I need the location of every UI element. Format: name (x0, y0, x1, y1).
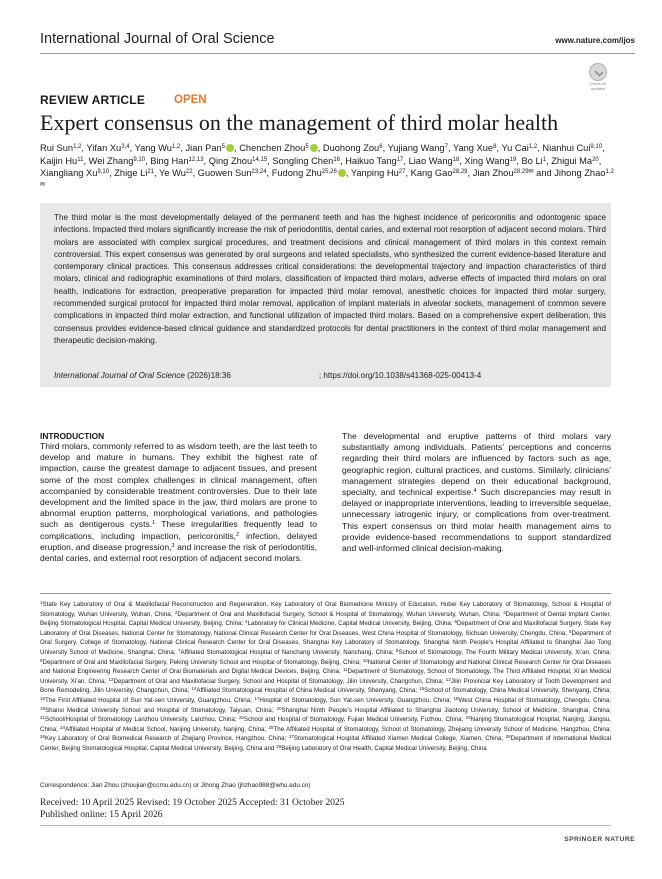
author-name[interactable] (40, 156, 83, 166)
article-title: Expert consensus on the management of third molar health (40, 110, 559, 135)
check-for-updates-badge[interactable]: Check for updates (585, 63, 611, 89)
affiliation-text: Department of Oral and Maxillofacial Surgery, School & Hospital of Stomatology, Wuhan University, Wuhan, China; (177, 610, 504, 618)
reference-citation-link[interactable]: 4 (473, 488, 477, 495)
author-name-text: Guowen Sun (197, 168, 252, 179)
affiliation-text: Department of Oral and Maxillofacial Surgery, State Key Laboratory of Oral Diseases, National Center for Stomatology, National Clinical Research Center for Oral Diseases, West China Hospital of Stomatology, Sichuan University, Chengdu, China; (40, 620, 611, 637)
affiliation-number: 15 (419, 686, 425, 692)
intro-column-right (342, 431, 611, 554)
author-name[interactable] (209, 156, 267, 166)
author-name-text: Yu Cai (501, 143, 529, 153)
dates-received-revised-accepted: Received: 10 April 2025 Revised: 19 October 2025 Accepted: 31 October 2025 (40, 797, 345, 808)
author-name-text: Xing Wang (464, 155, 510, 166)
affiliation-number: 5 (454, 619, 457, 625)
affiliation-number: 13 (445, 676, 451, 682)
author-name-text: Jian Pan (185, 143, 222, 153)
author-name-text: Rui Sun (40, 143, 74, 153)
author-affiliation-number: 5 (221, 144, 226, 150)
affiliation-number: 7 (177, 647, 181, 653)
author-name-text: Liao Wang (408, 155, 453, 166)
affiliation-text: National Center of Stomatology and National Clinical Research Center for Oral Diseases and National Engineering Research Center of Oral Biomaterials and Digital Medical Devices, Beijing, China; (40, 658, 611, 676)
author-affiliation-number: 18 (452, 156, 460, 163)
author-name[interactable] (542, 143, 602, 153)
body-text: Such discrepancies may result in delayed or inappropriate interventions, leading to irreversible sequelae, unnecessary iatrogenic injury, or complications from over-treatment. This expert consensus on third molar health management aims to provide evidence-based recommendations to support standardized and well-informed clinical decision-making. (342, 487, 611, 554)
affiliation-text: Beijing Laboratory of Oral Health, Capital Medical University, Beijing, China (281, 744, 487, 752)
author-name-text: Bo Li (521, 155, 543, 166)
author-affiliation-number: 1,2 (73, 144, 82, 150)
affiliation-number: 2 (174, 609, 178, 615)
affiliation-text: Shanghai Ninth People’s Hospital Affiliated to Shanghai Jiaotong University, School of Medicine, Shanghai, China; (281, 706, 611, 714)
affiliation-number: 1 (40, 600, 43, 605)
affiliation-text: School of Stomatology, The Fourth Military Medical University, Xi’an, China; (398, 648, 611, 656)
affiliation-text: Department of Oral and Maxillofacial Surgery, School and Hospital of Stomatology, Jilin University, Changchun, China; (113, 677, 446, 685)
doi-link[interactable]: https://doi.org/10.1038/s41368-025-00413-4 (323, 371, 482, 380)
author-affiliation-number: 5 (305, 144, 309, 150)
affiliation-text: Affiliated Hospital of Medical School, Nanjing University, Nanjing, China; (65, 725, 269, 733)
author-name[interactable] (135, 143, 181, 153)
author-affiliation-number: 25,26 (321, 169, 337, 176)
body-text: These irregularities frequently lead to complications, including impaction, pericoronitis, (40, 519, 317, 541)
section-heading-introduction: INTRODUCTION (40, 431, 105, 441)
journal-url-link[interactable]: www.nature.com/ijos (555, 36, 635, 45)
affiliation-number: 6 (568, 628, 572, 634)
author-affiliation-number: 1,2 (528, 144, 538, 150)
orcid-icon[interactable] (226, 144, 234, 152)
author-name[interactable] (453, 143, 497, 153)
affiliation-text: Affiliated Stomatological Hospital of China Medical University, Shenyang, China; (196, 687, 420, 695)
citation-separator: ; (318, 371, 324, 380)
author-name-text: Jian Zhou (472, 168, 514, 179)
author-name-text: Xiangliang Xu (40, 168, 98, 179)
author-affiliation-number: 20 (592, 156, 599, 163)
footnote-divider (40, 593, 611, 594)
check-updates-icon (589, 63, 607, 81)
affiliation-text: Key Laboratory of Oral Biomedical Research of Zhejiang Province, Hangzhou, China; (45, 735, 289, 743)
abstract-text: The third molar is the most developmentally delayed of the permanent teeth and has the highest incidence of pericoronitis and odontogenic space infections. Impacted third molars significantly increase the risk of periodontitis, dental caries, and external root resorption of adjacent second molars. Third molars are associated with complex surgical procedures, and treatment decisions and clinical management of third molars in this context remain controversial. This expert consensus was generated by oral surgeons and related specialists, who synthesized the current evidence-based literature and contemporary clinical practices. This consensus addresses critical considerations: the developmental trajectory and impaction characteristics of third molars, clinical and radiographic examinations of third molars, classification of impacted third molars, adverse effects of impacted third molars on oral health, indications for extraction, preoperative preparation for impacted third molar removal, anesthetic choices for impacted third molar surgery, recommended surgical protocol for impacted third molar removal, application of implant materials in alveolar sockets, management of common severe complications in impacted third molar extraction, and functional utilization of impacted third molars. Based on a comprehensive expert deliberation, this consensus provides evidence-based clinical guidance and standardized protocols for dental practitioners in the context of third molar management and therapeutic decision-making. (54, 213, 606, 345)
author-name-text: Zhigui Ma (551, 155, 593, 166)
affiliation-text: The First Affiliated Hospital of Sun Yat-sen University, Guangzhou, China; (45, 696, 255, 704)
author-affiliation-number: 9,10 (590, 144, 603, 150)
author-name[interactable] (114, 168, 154, 178)
author-name-text: Yifan Xu (86, 143, 122, 153)
affiliation-number: 11 (342, 667, 348, 673)
orcid-icon[interactable] (310, 144, 318, 152)
author-affiliation-number: 28,29 (452, 169, 468, 176)
author-name-text: Fudong Zhu (271, 168, 322, 179)
affiliation-number: 17 (254, 695, 260, 701)
author-name[interactable] (40, 168, 109, 178)
reference-citation-link[interactable]: 3 (171, 542, 175, 549)
author-affiliation-number: 16 (333, 156, 341, 163)
affiliation-number: 3 (503, 609, 506, 615)
open-access-label: OPEN (174, 94, 207, 106)
affiliation-number: 29 (276, 743, 282, 749)
author-affiliation-number: 3,4 (121, 144, 130, 150)
body-text: The developmental and eruptive patterns of third molars vary substantially among individuals. Patients’ perceptions and concerns regarding their third molars are influenced by factors such as age, geographic region, cultural practices, and customs. Similarly, clinicians’ management strategies depend on their educational background, specialty, and technical expertise. (342, 431, 611, 498)
affiliation-number: 25 (268, 724, 274, 730)
affiliation-text: The Affiliated Hospital of Stomatology, School of Stomatology, Zhejiang University School of Medicine, Hangzhou, China; (273, 725, 612, 733)
author-name[interactable] (465, 156, 517, 166)
author-affiliation-number: 9,10 (97, 169, 110, 176)
correspondence-line: Correspondence: Jian Zhou (zhoujian@ccmu.edu.cn) or Jihong Zhao (jhzhao988@whu.edu.cn) (40, 782, 311, 789)
author-name[interactable] (551, 156, 599, 166)
body-text: Third molars, commonly referred to as wisdom teeth, are the last teeth to develop and mature in humans. They exhibit the highest rate of impaction, cause the greatest damage to adjacent tissues, and present some of the most complex challenges in clinical management, often accompanied by considerable treatment controversies. Due to their late development and the limited space in the jaw, third molars are prone to abnormal eruption patterns, morphological variations, and pathologies such as dentigerous cysts. (40, 441, 317, 530)
author-name-text: Yujiang Wang (387, 143, 445, 153)
author-affiliation-number: 1,2 (171, 144, 181, 150)
affiliation-text: Stomatological Hospital Affiliated Xiamen Medical College, Xiamen, China; (293, 735, 506, 743)
affiliation-text: Department of Oral and Maxillofacial Surgery, Peking University School and Hospital of Stomatology, Beijing, China; (42, 658, 363, 666)
author-affiliation-number: 17 (396, 156, 404, 163)
author-name[interactable] (473, 168, 534, 178)
affiliation-text: School and Hospital of Stomatology, Fujian Medical University, Fuzhou, China; (243, 716, 466, 724)
affiliation-number: 27 (288, 734, 294, 740)
author-name[interactable] (411, 168, 468, 178)
affiliations-list (40, 600, 611, 754)
publisher-logo: SPRINGER NATURE (564, 836, 635, 843)
author-affiliation-number: 22 (185, 169, 193, 176)
affiliation-text: School of Stomatology, China Medical University, Shenyang, China; (424, 687, 611, 695)
author-name[interactable] (501, 143, 537, 153)
affiliation-text: Jilin Provincial Key Laboratory of Tooth Development and Bone Remodeling, Jilin University, Changchun, China; (40, 677, 611, 695)
author-name-text: Qing Zhou (208, 155, 253, 166)
author-name[interactable] (388, 143, 448, 153)
affiliation-text: State Key Laboratory of Oral & Maxillofacial Reconstruction and Regeneration, Key Laboratory of Oral Biomedicine Ministry of Education, Hubei Key Laboratory of Stomatology, School & Hospital of Stomatology, Wuhan University, Wuhan, China; (40, 601, 611, 618)
affiliation-number: 24 (60, 724, 66, 730)
author-affiliation-number: 1,2✉ (40, 169, 614, 189)
author-name[interactable] (351, 168, 406, 178)
affiliation-number: 19 (40, 705, 46, 711)
author-affiliation-number: 6 (379, 144, 383, 150)
affiliation-text: Shanxi Medical University School and Hospital of Stomatology, Taiyuan, China; (45, 706, 277, 714)
author-affiliation-number: 12,13 (188, 156, 204, 163)
affiliation-number: 23 (465, 715, 471, 721)
author-name-text: Wei Zhang (88, 155, 134, 166)
author-affiliation-number: 27 (398, 169, 406, 176)
affiliation-number: 10 (362, 657, 368, 663)
author-name[interactable] (150, 156, 203, 166)
author-name[interactable] (89, 156, 145, 166)
author-affiliation-number: 8 (493, 144, 497, 150)
affiliation-text: Department of Stomatology, School of Stomatology, The Third Affiliated Hospital, Xi’an Medical University, Xi’an, China; (40, 668, 612, 685)
author-name[interactable] (345, 156, 403, 166)
affiliation-number: 22 (238, 715, 244, 721)
author-affiliation-number: 23,24 (251, 169, 267, 176)
author-name-text: Yang Wu (134, 143, 172, 153)
affiliation-text: West China Hospital of Stomatology, Chengdu, China; (458, 696, 611, 704)
affiliation-text: Laboratory for Clinical Medicine, Capital Medical University, Beijing, China; (247, 620, 455, 628)
affiliation-text: Nanjing Stomatological Hospital, Nanjing, Jiangsu, China; (40, 716, 611, 733)
journal-title: International Journal of Oral Science (40, 31, 275, 47)
author-name[interactable] (522, 156, 547, 166)
author-name[interactable] (40, 143, 81, 153)
author-affiliation-number: 19 (509, 156, 517, 163)
author-name-text: Yanping Hu (350, 168, 399, 179)
author-name-text: Songling Chen (272, 155, 334, 166)
author-name-text: Ye Wu (159, 168, 186, 179)
author-name-text: Nianhui Cui (542, 143, 591, 153)
affiliation-number: 8 (395, 647, 399, 653)
author-name[interactable] (185, 143, 234, 153)
author-affiliation-number: 28,29✉ (513, 169, 534, 176)
author-affiliation-number: 7 (444, 144, 448, 150)
author-name-text: Bing Han (150, 155, 189, 166)
reference-citation-link[interactable]: 1 (152, 520, 156, 527)
author-name-text: Zhige Li (114, 168, 148, 179)
author-affiliation-number: 1 (542, 156, 547, 163)
affiliation-number: 4 (245, 619, 248, 625)
header-divider (40, 53, 635, 54)
affiliation-number: 20 (276, 705, 282, 711)
affiliation-number: 9 (40, 657, 43, 663)
author-name[interactable] (239, 143, 318, 153)
affiliation-text: Department of International Medical Center, Beijing Stomatological Hospital, Capital Medical University, Beijing, China and (40, 735, 611, 752)
affiliation-number: 14 (191, 686, 197, 692)
body-text: infection, delayed eruption, and disease progression, (40, 530, 317, 552)
affiliation-text: School/Hospital of Stomatology Lanzhou University, Lanzhou, China; (45, 716, 239, 724)
citation-volume: (2026)18:36 (184, 371, 231, 380)
affiliation-text: Hospital of Stomatology, Sun Yat-sen University, Guangzhou, China; (259, 696, 454, 704)
body-text: and increase the risk of periodontitis, dental caries, and external root resorption of adjacent second molars. (40, 541, 317, 564)
affiliation-text: Department of Oral Surgery, College of Stomatology, National Clinical Research Center for Oral Diseases, Shanghai Key Laboratory of Stomatology, Shanghai Ninth People’s Hospital Affiliated to Shanghai Jiao Tong University School of Medicine, Shanghai, China; (40, 629, 611, 656)
affiliation-number: 21 (40, 715, 46, 721)
author-list: Rui Sun$^{1,2}$, Yifan Xu$^{3,4}$, Yang Wu$^{1,2}$, Jian Pan$^5$ , Chenchen Zhou$^5$ , Duohong Zou$^6$, Yujiang Wang$^7$, Yang Xue$^8$, Yu Cai$^{1,2}$, Nianhui Cui$^{9,10}$, Kaijin Hu$^{11}$, Wei Zhang$^{9,10}$, Bing Han$^{12,13}$, Qing Zhou$^{14,15}$, Songling Chen$^{16}$, Haikuo Tang$^{17}$, Liao Wang$^{18}$, Xing Wang$^{19}$, Bo Li$^1$, Zhigui Ma$^{20}$, Xiangliang Xu$^{9,10}$, Zhige Li$^{21}$, Ye Wu$^{22}$, Guowen Sun$^{23,24}$, Fudong Zhu$^{25,26}$ , Yanping Hu$^{27}$, Kang Gao$^{28,29}$, Jian Zhou$^{28,29✉}$ and Jihong Zhao$^{1,2✉}$ (40, 142, 615, 193)
orcid-icon[interactable] (338, 169, 346, 177)
author-affiliation-number: 21 (147, 169, 154, 176)
article-type-label: REVIEW ARTICLE (40, 93, 146, 107)
affiliation-number: 12 (108, 676, 114, 682)
author-name-text: Kang Gao (410, 168, 453, 179)
affiliation-number: 18 (453, 695, 459, 701)
author-affiliation-number: 11 (77, 156, 84, 163)
intro-column-left (40, 441, 317, 564)
affiliation-number: 26 (40, 734, 46, 740)
author-name[interactable] (86, 143, 129, 153)
author-name[interactable] (198, 168, 267, 178)
author-name-text: Duohong Zou (322, 143, 380, 153)
reference-citation-link[interactable]: 2 (235, 531, 240, 538)
author-name-text: Chenchen Zhou (239, 143, 306, 153)
author-name[interactable] (409, 156, 460, 166)
author-name-text: Kaijin Hu (40, 155, 78, 166)
author-name-text: Haikuo Tang (345, 155, 397, 166)
citation-journal: International Journal of Oral Science (54, 371, 185, 380)
bottom-divider (40, 825, 611, 826)
affiliation-number: 28 (505, 734, 511, 740)
author-name[interactable] (159, 168, 193, 178)
affiliation-text: Department of Dental Implant Center, Beijing Stomatological Hospital, Capital Medical University, Beijing, China; (40, 610, 612, 628)
author-name[interactable] (272, 156, 340, 166)
author-affiliation-number: 9,10 (133, 156, 146, 163)
date-published: Published online: 15 April 2026 (40, 809, 163, 820)
author-name-text: Jihong Zhao (554, 168, 606, 179)
affiliation-text: Affiliated Stomatological Hospital of Nanchang University, Nanchang, China; (180, 648, 396, 656)
author-name-text: Yang Xue (452, 143, 494, 153)
author-name[interactable] (323, 143, 383, 153)
author-affiliation-number: 14,15 (252, 156, 268, 163)
article-dates (40, 797, 345, 821)
affiliation-number: 16 (40, 695, 46, 701)
author-name[interactable] (272, 168, 346, 178)
citation-line (54, 371, 481, 380)
